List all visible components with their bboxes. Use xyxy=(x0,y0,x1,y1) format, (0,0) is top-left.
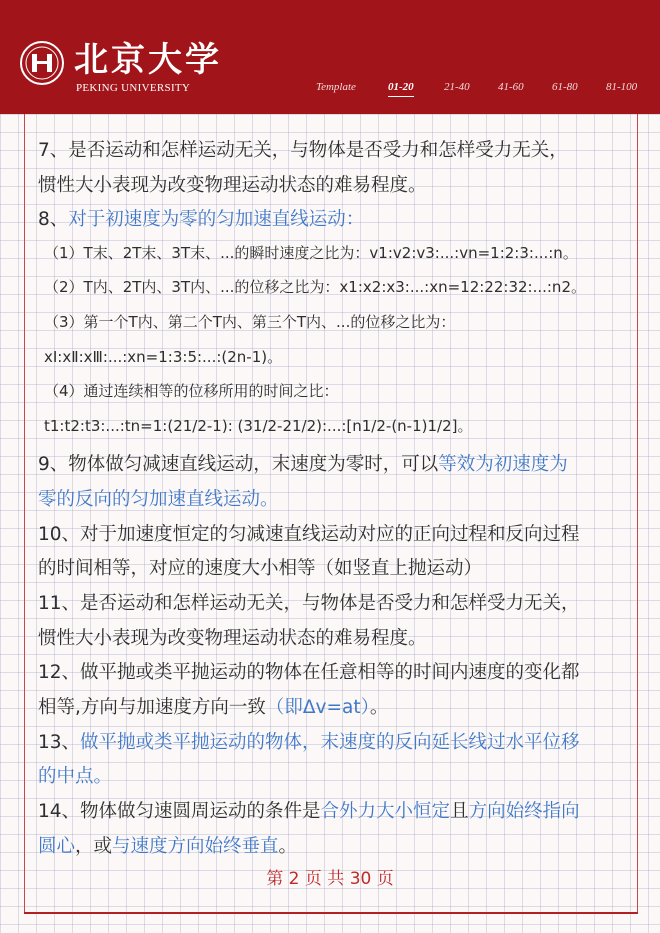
nav-21-40[interactable]: 21-40 xyxy=(444,81,470,93)
text-line xyxy=(38,834,297,860)
logo-cn: 北京大学 xyxy=(74,40,222,80)
plain-text: 。 xyxy=(369,697,389,718)
peking-seal-icon xyxy=(19,40,65,86)
highlight-text: 与速度方向始终垂直 xyxy=(112,836,279,857)
highlight-text: （即Δv=at） xyxy=(265,697,370,718)
text-line: 惯性大小表现为改变物理运动状态的难易程度。 xyxy=(38,175,427,196)
frame-right-rule xyxy=(637,114,638,914)
text-line: 12、做平抛或类平抛运动的物体在任意相等的时间内速度的变化都 xyxy=(38,662,580,683)
highlight-text: 方向始终指向 xyxy=(468,801,580,822)
text-line xyxy=(38,799,580,825)
footer-rule xyxy=(24,912,638,914)
nav-61-80[interactable]: 61-80 xyxy=(552,81,578,93)
highlight-text: 对于初速度为零的匀加速直线运动： xyxy=(68,209,365,230)
nav-template[interactable]: Template xyxy=(316,81,356,93)
plain-text: 14、物体做匀速圆周运动的条件是 xyxy=(38,801,321,822)
item-number: 13、 xyxy=(38,732,81,753)
plain-text: 9、物体做匀减速直线运动，末速度为零时，可以 xyxy=(38,454,439,475)
frame-left-rule xyxy=(24,114,25,914)
text-line xyxy=(38,452,568,478)
nav-01-20[interactable]: 01-20 xyxy=(388,80,414,97)
page-number: 第 2 页 共 30 页 xyxy=(266,869,394,889)
text-line: 惯性大小表现为改变物理运动状态的难易程度。 xyxy=(38,628,427,649)
item-number: 8、 xyxy=(38,209,69,230)
text-line xyxy=(38,207,364,233)
plain-text: 。 xyxy=(278,836,298,857)
text-line: 11、是否运动和怎样运动无关，与物体是否受力和怎样受力无关， xyxy=(38,593,580,614)
text-line: 的时间相等，对应的速度大小相等（如竖直上抛运动） xyxy=(38,558,483,579)
plain-text: ，或 xyxy=(75,836,113,857)
header-banner xyxy=(0,0,660,114)
logo-en: PEKING UNIVERSITY xyxy=(76,82,191,94)
highlight-text: 的中点。 xyxy=(38,766,113,787)
text-line: （3）第一个T内、第二个T内、第三个T内、...的位移之比为： xyxy=(44,313,456,331)
nav-81-100[interactable]: 81-100 xyxy=(606,81,638,93)
text-line: xⅠ:xⅡ:xⅢ:...:xn=1:3:5:...:(2n-1)。 xyxy=(44,348,283,366)
plain-text: 且 xyxy=(450,801,469,822)
highlight-text: 圆心 xyxy=(38,836,76,857)
text-line: （4）通过连续相等的位移所用的时间之比： xyxy=(44,382,339,400)
text-line: 10、对于加速度恒定的匀减速直线运动对应的正向过程和反向过程 xyxy=(38,524,580,545)
text-line: （1）T末、2T末、3T末、...的瞬时速度之比为：v1:v2:v3:...:vn=1:2:3:...:n。 xyxy=(44,244,578,262)
highlight-text: 合外力大小恒定 xyxy=(320,801,451,822)
text-line xyxy=(38,695,388,721)
text-line: t1:t2:t3:...:tn=1:(21/2-1): (31/2-21/2):...:[n1/2-(n-1)1/2]。 xyxy=(44,417,473,435)
highlight-text: 零的反向的匀加速直线运动。 xyxy=(38,489,279,510)
highlight-text: 做平抛或类平抛运动的物体，末速度的反向延长线过水平位移 xyxy=(80,732,580,753)
plain-text: 相等,方向与加速度方向一致 xyxy=(38,697,266,718)
text-line: （2）T内、2T内、3T内、...的位移之比为：x1:x2:x3:...:xn=12:22:32:...:n2。 xyxy=(44,278,586,296)
highlight-text: 等效为初速度为 xyxy=(438,454,568,475)
nav-41-60[interactable]: 41-60 xyxy=(498,81,524,93)
text-line xyxy=(38,730,580,756)
text-line: 7、是否运动和怎样运动无关，与物体是否受力和怎样受力无关， xyxy=(38,140,568,161)
